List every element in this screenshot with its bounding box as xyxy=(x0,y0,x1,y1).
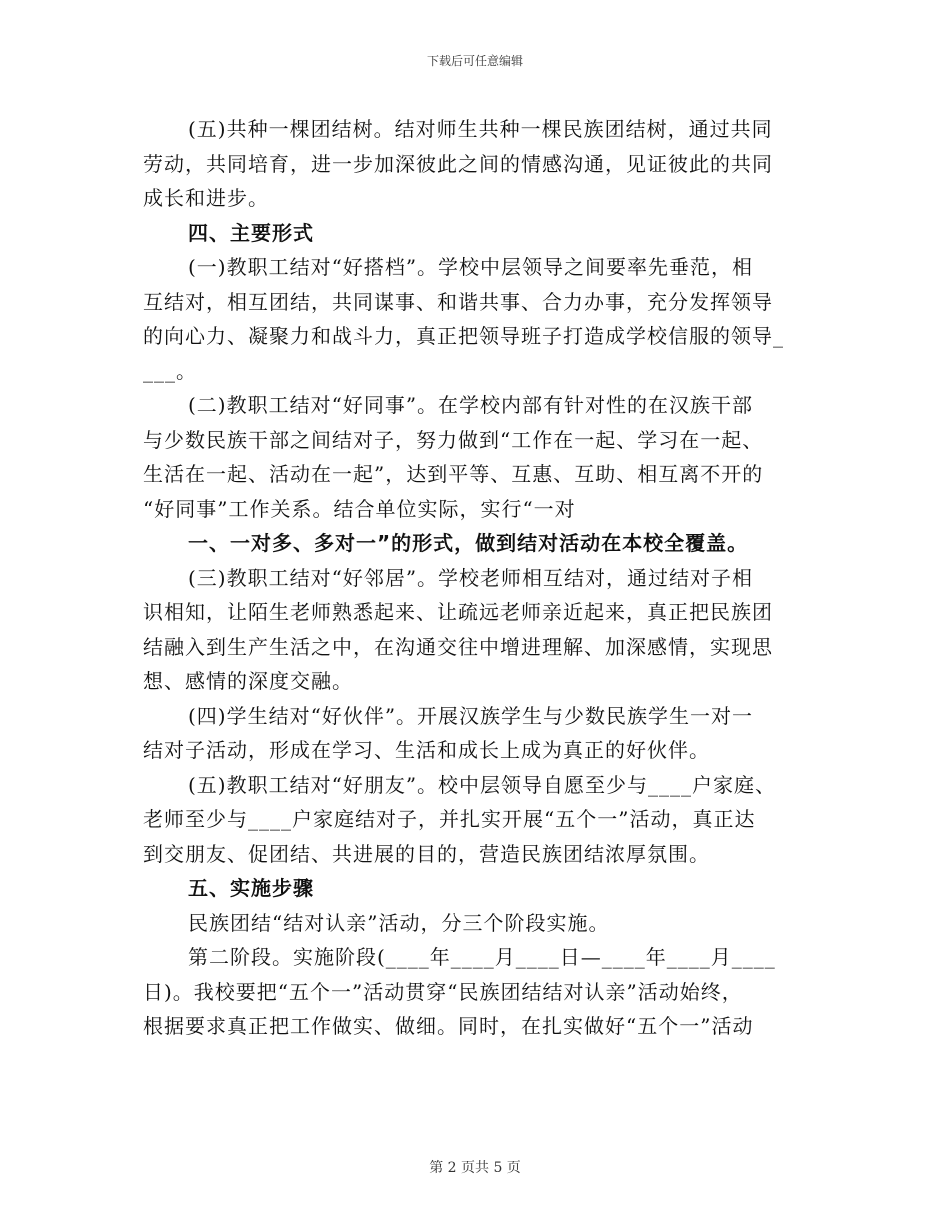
paragraph-line: “好同事”工作关系。结合单位实际，实行“一对 xyxy=(143,496,576,521)
paragraph-line: 的向心力、凝聚力和战斗力，真正把领导班子打造成学校信服的领导_ xyxy=(143,324,784,348)
paragraph-line: (四)学生结对“好伙伴”。开展汉族学生与少数民族学生一对一 xyxy=(188,703,754,728)
paragraph-line: 日)。我校要把“五个一”活动贯穿“民族团结结对认亲”活动始终， xyxy=(143,979,743,1004)
paragraph-line: 互结对，相互团结，共同谋事、和谐共事、合力办事，充分发挥领导 xyxy=(143,289,773,314)
paragraph-line: 民族团结“结对认亲”活动，分三个阶段实施。 xyxy=(188,910,610,935)
paragraph-line: ___。 xyxy=(143,358,197,383)
paragraph-line: (五)共种一棵团结树。结对师生共种一棵民族团结树，通过共同 xyxy=(188,117,773,141)
paragraph-line: 成长和进步。 xyxy=(143,186,269,210)
paragraph-line: 结融入到生产生活之中，在沟通交往中增进理解、加深感情，实现思 xyxy=(143,634,773,659)
document-body xyxy=(143,112,807,1044)
paragraph-line: 与少数民族干部之间结对子，努力做到“工作在一起、学习在一起、 xyxy=(143,427,764,452)
paragraph-line: 到交朋友、促团结、共进展的目的，营造民族团结浓厚氛围。 xyxy=(143,841,710,866)
paragraph-line: (五)教职工结对“好朋友”。校中层领导自愿至少与____户家庭、 xyxy=(188,772,777,797)
paragraph-line: 结对子活动，形成在学习、生活和成长上成为真正的好伙伴。 xyxy=(143,738,710,762)
section-heading: 四、主要形式 xyxy=(188,220,314,245)
page-header: 下载后可任意编辑 xyxy=(426,54,523,68)
paragraph-line: 劳动，共同培育，进一步加深彼此之间的情感沟通，见证彼此的共同 xyxy=(143,151,773,176)
page-footer: 第 2 页共 5 页 xyxy=(429,1160,521,1176)
paragraph-line: 生活在一起、活动在一起”，达到平等、互惠、互助、相互离不开的 xyxy=(143,462,764,486)
paragraph-line: 识相知，让陌生老师熟悉起来、让疏远老师亲近起来，真正把民族团 xyxy=(143,600,773,624)
paragraph-line: 老师至少与____户家庭结对子，并扎实开展“五个一”活动，真正达 xyxy=(143,807,756,831)
paragraph-line: (一)教职工结对“好搭档”。学校中层领导之间要率先垂范，相 xyxy=(188,255,754,279)
paragraph-line: (二)教职工结对“好同事”。在学校内部有针对性的在汉族干部 xyxy=(188,393,754,417)
paragraph-line: 第二阶段。实施阶段(____年____月____日—____年____月____ xyxy=(188,945,776,969)
bold-paragraph-line: 一、一对多、多对一”的形式，做到结对活动在本校全覆盖。 xyxy=(188,531,749,555)
paragraph-line: 想、感情的深度交融。 xyxy=(143,669,353,693)
paragraph-line: 根据要求真正把工作做实、做细。同时，在扎实做好“五个一”活动 xyxy=(143,1014,754,1038)
section-heading: 五、实施步骤 xyxy=(188,876,314,900)
paragraph-line: (三)教职工结对“好邻居”。学校老师相互结对，通过结对子相 xyxy=(188,565,754,590)
